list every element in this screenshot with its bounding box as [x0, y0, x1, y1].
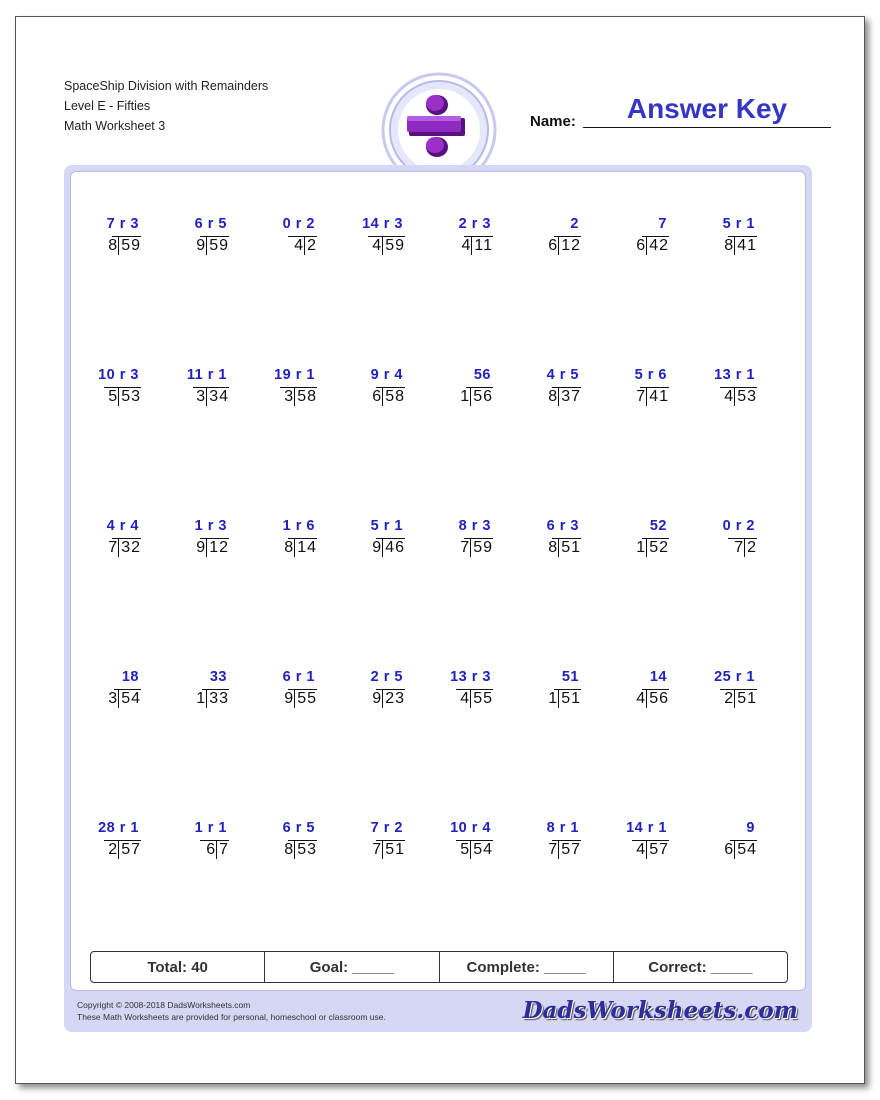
division-problem	[619, 518, 679, 564]
divisor: 8	[284, 841, 294, 858]
dividend: 2	[744, 539, 757, 557]
quotient-answer: 14	[649, 669, 667, 685]
division-problem	[531, 367, 591, 413]
divisor: 9	[196, 539, 206, 556]
dividend: 51	[558, 539, 581, 557]
quotient-answer: 33	[209, 669, 227, 685]
division-problem	[707, 216, 767, 262]
division-expression	[724, 841, 757, 859]
division-problem	[707, 518, 767, 564]
dividend: 42	[646, 237, 669, 255]
division-problem	[707, 367, 767, 413]
quotient-answer: 14 r 3	[362, 216, 403, 232]
division-problem	[267, 669, 327, 715]
quotient-answer: 4 r 4	[106, 518, 139, 534]
dividend: 12	[558, 237, 581, 255]
divisor: 1	[636, 539, 646, 556]
dividend: 11	[471, 237, 493, 255]
division-expression	[734, 539, 757, 557]
divisor: 6	[636, 237, 646, 254]
division-expression	[548, 690, 581, 708]
division-problem	[531, 216, 591, 262]
divisor: 4	[724, 388, 734, 405]
division-problem	[355, 367, 415, 413]
divisor: 8	[108, 237, 118, 254]
division-expression	[724, 237, 757, 255]
divisor: 4	[372, 237, 382, 254]
quotient-answer: 6 r 5	[282, 820, 315, 836]
division-expression	[460, 841, 493, 859]
divisor: 4	[461, 237, 471, 254]
division-expression	[372, 388, 405, 406]
divisor: 7	[548, 841, 558, 858]
division-problem	[91, 518, 151, 564]
quotient-answer: 52	[649, 518, 667, 534]
division-problem	[179, 669, 239, 715]
division-expression	[108, 690, 141, 708]
dividend: 57	[118, 841, 141, 859]
copyright-text: Copyright © 2008-2018 DadsWorksheets.com	[77, 1000, 251, 1010]
divisor: 7	[372, 841, 382, 858]
divisor: 6	[372, 388, 382, 405]
division-problem	[707, 669, 767, 715]
quotient-answer: 6 r 5	[194, 216, 227, 232]
dividend: 51	[734, 690, 757, 708]
division-problem	[531, 820, 591, 866]
quotient-answer: 2	[570, 216, 579, 232]
division-problem	[443, 669, 503, 715]
division-problem	[179, 518, 239, 564]
division-problem	[443, 216, 503, 262]
division-problem	[267, 216, 327, 262]
dividend: 53	[734, 388, 757, 406]
problem-frame	[64, 165, 812, 1032]
divisor: 8	[284, 539, 294, 556]
worksheet-page	[15, 16, 865, 1084]
divisor: 5	[460, 841, 470, 858]
divisor: 4	[460, 690, 470, 707]
division-expression	[196, 539, 229, 557]
division-problem	[443, 518, 503, 564]
quotient-answer: 4 r 5	[546, 367, 579, 383]
dividend: 51	[558, 690, 581, 708]
dividend: 41	[734, 237, 757, 255]
division-expression	[636, 237, 669, 255]
division-problem	[707, 820, 767, 866]
divisor: 8	[548, 539, 558, 556]
division-problem	[267, 367, 327, 413]
divisor: 7	[734, 539, 744, 556]
division-problem	[443, 367, 503, 413]
quotient-answer: 19 r 1	[274, 367, 315, 383]
division-expression	[284, 841, 317, 859]
dividend: 57	[646, 841, 669, 859]
divisor: 8	[724, 237, 734, 254]
divisor: 7	[460, 539, 470, 556]
divisor: 5	[108, 388, 118, 405]
quotient-answer: 1 r 3	[194, 518, 227, 534]
division-expression	[284, 388, 317, 406]
dividend: 51	[382, 841, 405, 859]
divisor: 7	[636, 388, 646, 405]
divisor: 2	[724, 690, 734, 707]
dividend: 58	[382, 388, 405, 406]
score-goal: Goal: _____	[265, 952, 439, 982]
divisor: 3	[284, 388, 294, 405]
division-problem	[531, 669, 591, 715]
division-problem	[179, 367, 239, 413]
dividend: 34	[206, 388, 229, 406]
dividend: 56	[470, 388, 493, 406]
score-box	[90, 951, 788, 983]
division-expression	[196, 388, 229, 406]
divisor: 4	[636, 841, 646, 858]
quotient-answer: 6 r 3	[546, 518, 579, 534]
dividend: 55	[294, 690, 317, 708]
division-expression	[206, 841, 229, 859]
divisor: 6	[724, 841, 734, 858]
division-problem	[619, 669, 679, 715]
quotient-answer: 18	[121, 669, 139, 685]
division-expression	[196, 690, 229, 708]
dividend: 52	[646, 539, 669, 557]
divisor: 9	[372, 539, 382, 556]
division-expression	[636, 841, 669, 859]
dividend: 53	[118, 388, 141, 406]
quotient-answer: 5 r 1	[370, 518, 403, 534]
division-expression	[108, 539, 141, 557]
dividend: 57	[558, 841, 581, 859]
divisor: 2	[108, 841, 118, 858]
footer-text	[77, 999, 386, 1023]
division-problem	[355, 669, 415, 715]
quotient-answer: 10 r 4	[450, 820, 491, 836]
divisor: 1	[548, 690, 558, 707]
divisor: 7	[108, 539, 118, 556]
score-complete: Complete: _____	[440, 952, 614, 982]
quotient-answer: 7 r 3	[106, 216, 139, 232]
brand-logo: DadsWorksheets.com	[522, 997, 798, 1024]
problem-area	[70, 171, 806, 991]
division-problem	[619, 367, 679, 413]
division-problem	[91, 820, 151, 866]
dividend: 7	[216, 841, 229, 859]
dividend: 23	[382, 690, 405, 708]
quotient-answer: 51	[561, 669, 579, 685]
division-expression	[108, 388, 141, 406]
division-problem	[91, 669, 151, 715]
dividend: 37	[558, 388, 581, 406]
division-expression	[284, 539, 317, 557]
division-expression	[108, 237, 141, 255]
dividend: 59	[382, 237, 405, 255]
divisor: 4	[294, 237, 304, 254]
worksheet-number: Math Worksheet 3	[64, 119, 166, 133]
division-problem	[619, 820, 679, 866]
score-total: Total: 40	[91, 952, 265, 982]
division-expression	[636, 388, 669, 406]
dividend: 56	[646, 690, 669, 708]
quotient-answer: 0 r 2	[722, 518, 755, 534]
quotient-answer: 1 r 1	[194, 820, 227, 836]
divisor: 6	[548, 237, 558, 254]
division-problem	[267, 518, 327, 564]
worksheet-title: SpaceShip Division with Remainders	[64, 79, 269, 93]
division-expression	[548, 237, 581, 255]
division-problem	[443, 820, 503, 866]
quotient-answer: 7	[658, 216, 667, 232]
divisor: 3	[196, 388, 206, 405]
dividend: 59	[470, 539, 493, 557]
quotient-answer: 8 r 3	[458, 518, 491, 534]
answer-key-text: Answer Key	[626, 93, 788, 124]
division-expression	[372, 539, 405, 557]
division-expression	[372, 841, 405, 859]
quotient-answer: 13 r 3	[450, 669, 491, 685]
division-expression	[372, 690, 405, 708]
score-correct: Correct: _____	[648, 958, 753, 976]
divisor: 4	[636, 690, 646, 707]
quotient-answer: 56	[473, 367, 491, 383]
division-expression	[460, 690, 493, 708]
dividend: 33	[206, 690, 229, 708]
quotient-answer: 6 r 1	[282, 669, 315, 685]
name-underline	[583, 127, 831, 128]
division-problem	[267, 820, 327, 866]
dividend: 59	[206, 237, 229, 255]
division-problem	[179, 216, 239, 262]
quotient-answer: 14 r 1	[626, 820, 667, 836]
division-problem	[179, 820, 239, 866]
quotient-answer: 2 r 3	[458, 216, 491, 232]
divisor: 1	[460, 388, 470, 405]
dividend: 32	[118, 539, 141, 557]
division-problem	[91, 216, 151, 262]
division-problem	[355, 518, 415, 564]
quotient-answer: 28 r 1	[98, 820, 139, 836]
quotient-answer: 0 r 2	[282, 216, 315, 232]
quotient-answer: 5 r 6	[634, 367, 667, 383]
quotient-answer: 2 r 5	[370, 669, 403, 685]
division-expression	[548, 841, 581, 859]
divisor: 3	[108, 690, 118, 707]
division-expression	[724, 690, 757, 708]
division-expression	[636, 690, 669, 708]
division-problem	[355, 216, 415, 262]
divisor: 1	[196, 690, 206, 707]
dividend: 59	[118, 237, 141, 255]
quotient-answer: 25 r 1	[714, 669, 755, 685]
divisor: 8	[548, 388, 558, 405]
name-label: Name:	[530, 113, 576, 130]
divisor: 9	[372, 690, 382, 707]
worksheet-level: Level E - Fifties	[64, 99, 151, 113]
dividend: 58	[294, 388, 317, 406]
quotient-answer: 9 r 4	[370, 367, 403, 383]
division-expression	[460, 539, 493, 557]
divisor: 9	[196, 237, 206, 254]
division-expression	[108, 841, 141, 859]
division-expression	[196, 237, 229, 255]
dividend: 14	[294, 539, 317, 557]
division-problem	[619, 216, 679, 262]
dividend: 2	[304, 237, 317, 255]
quotient-answer: 9	[746, 820, 755, 836]
quotient-answer: 8 r 1	[546, 820, 579, 836]
division-expression	[636, 539, 669, 557]
division-expression	[294, 237, 317, 255]
dividend: 12	[206, 539, 229, 557]
quotient-answer: 5 r 1	[722, 216, 755, 232]
quotient-answer: 10 r 3	[98, 367, 139, 383]
dividend: 54	[470, 841, 493, 859]
quotient-answer: 1 r 6	[282, 518, 315, 534]
quotient-answer: 11 r 1	[186, 367, 227, 383]
dividend: 54	[118, 690, 141, 708]
division-expression	[548, 539, 581, 557]
divisor: 9	[284, 690, 294, 707]
division-problem	[91, 367, 151, 413]
quotient-answer: 13 r 1	[714, 367, 755, 383]
dividend: 46	[382, 539, 405, 557]
division-expression	[284, 690, 317, 708]
division-expression	[461, 237, 493, 255]
division-problem	[531, 518, 591, 564]
divisor: 6	[206, 841, 216, 858]
usage-notice: These Math Worksheets are provided for personal, homeschool or classroom use.	[77, 1012, 386, 1022]
dividend: 55	[470, 690, 493, 708]
dividend: 54	[734, 841, 757, 859]
dividend: 41	[646, 388, 669, 406]
division-expression	[724, 388, 757, 406]
quotient-answer: 7 r 2	[370, 820, 403, 836]
division-expression	[460, 388, 493, 406]
division-problem	[355, 820, 415, 866]
division-expression	[372, 237, 405, 255]
dividend: 53	[294, 841, 317, 859]
division-expression	[548, 388, 581, 406]
